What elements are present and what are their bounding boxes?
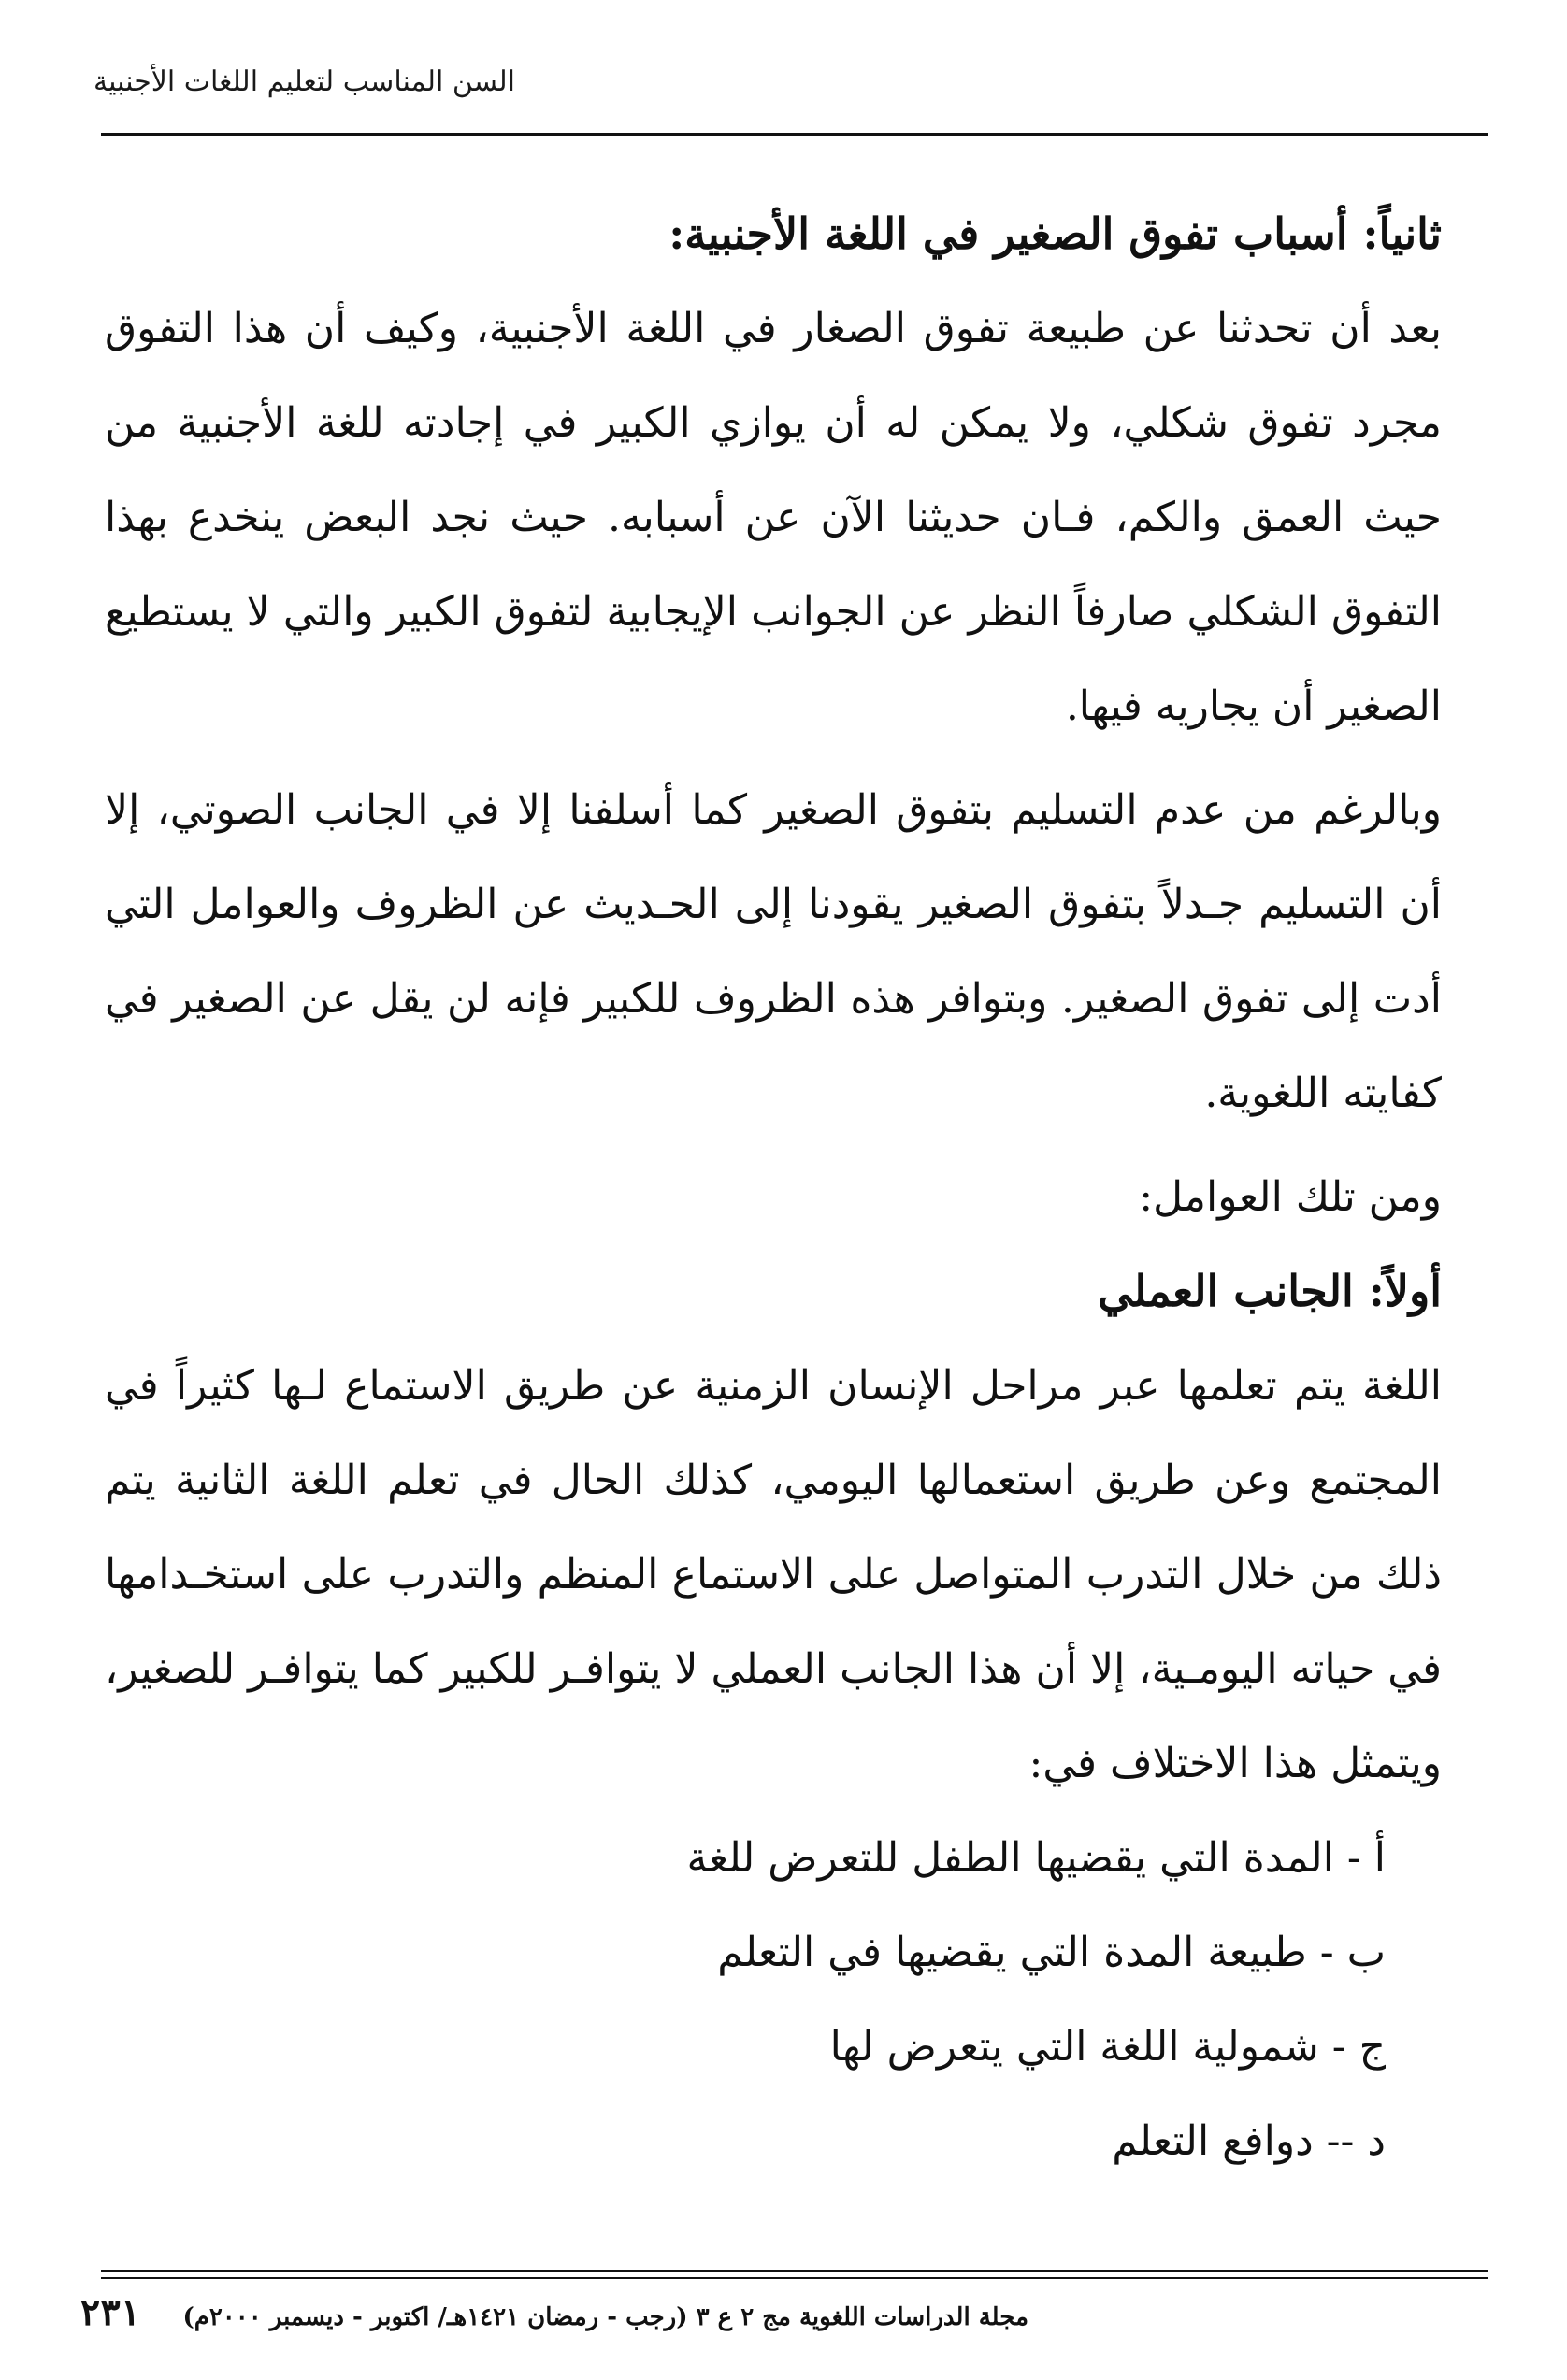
list-item: أ - المدة التي يقضيها الطفل للتعرض للغة: [686, 1834, 1386, 1882]
paragraph: وبالرغم من عدم التسليم بتفوق الصغير كما أسلفنا إلا في الجانب الصوتي، إلا أن التسليم جـدلاً بتفوق الصغير يقودنا إلى الحـديث عن الظروف والعوامل التي أدت إلى تفوق الصغير. وبتوافر هذه الظروف للكبير فإنه لن يقل عن الصغير في كفايته اللغوية.: [105, 786, 1442, 1117]
section-heading: ثانياً: أسباب تفوق الصغير في اللغة الأجنبية:: [668, 208, 1442, 259]
footer-rule: [101, 2277, 1488, 2279]
subsection-heading: أولاً: الجانب العملي: [1098, 1266, 1442, 1316]
page-body: [105, 187, 1442, 2188]
list-item: د -- دوافع التعلم: [1112, 2117, 1386, 2165]
header-rule: [101, 133, 1488, 136]
running-head: السن المناسب لتعليم اللغات الأجنبية: [93, 65, 515, 98]
factors-list: [105, 1811, 1442, 2188]
list-item: ج - شمولية اللغة التي يتعرض لها: [829, 2023, 1386, 2071]
paragraph: ومن تلك العوامل:: [1139, 1173, 1442, 1221]
paragraph: بعد أن تحدثنا عن طبيعة تفوق الصغار في اللغة الأجنبية، وكيف أن هذا التفوق مجرد تفوق شكلي، ولا يمكن له أن يوازي الكبير في إجادته للغة الأجنبية من حيث العمق والكم، فـان حديثنا الآن عن أسبابه. حيث نجد البعض ينخدع بهذا التفوق الشكلي صارفاً النظر عن الجوانب الإيجابية لتفوق الكبير والتي لا يستطيع الصغير أن يجاريه فيها.: [105, 305, 1442, 730]
journal-citation: مجلة الدراسات اللغوية مج ٢ ع ٣ (رجب - رمضان ١٤٢١هـ/ اكتوبر - ديسمبر ٢٠٠٠م): [182, 2303, 1028, 2331]
page-number: ٢٣١: [79, 2290, 141, 2334]
page-footer: [79, 2290, 1028, 2334]
list-item: ب - طبيعة المدة التي يقضيها في التعلم: [717, 1928, 1386, 1976]
paragraph: اللغة يتم تعلمها عبر مراحل الإنسان الزمنية عن طريق الاستماع لـها كثيراً في المجتمع وعن طريق استعمالها اليومي، كذلك الحال في تعلم اللغة الثانية يتم ذلك من خلال التدرب المتواصل على الاستماع المنظم والتدرب على استخـدامها في حياته اليومـية، إلا أن هذا الجانب العملي لا يتوافـر للكبير كما يتوافـر للصغير، ويتمثل هذا الاختلاف في:: [105, 1362, 1442, 1787]
footer-rule: [101, 2270, 1488, 2272]
